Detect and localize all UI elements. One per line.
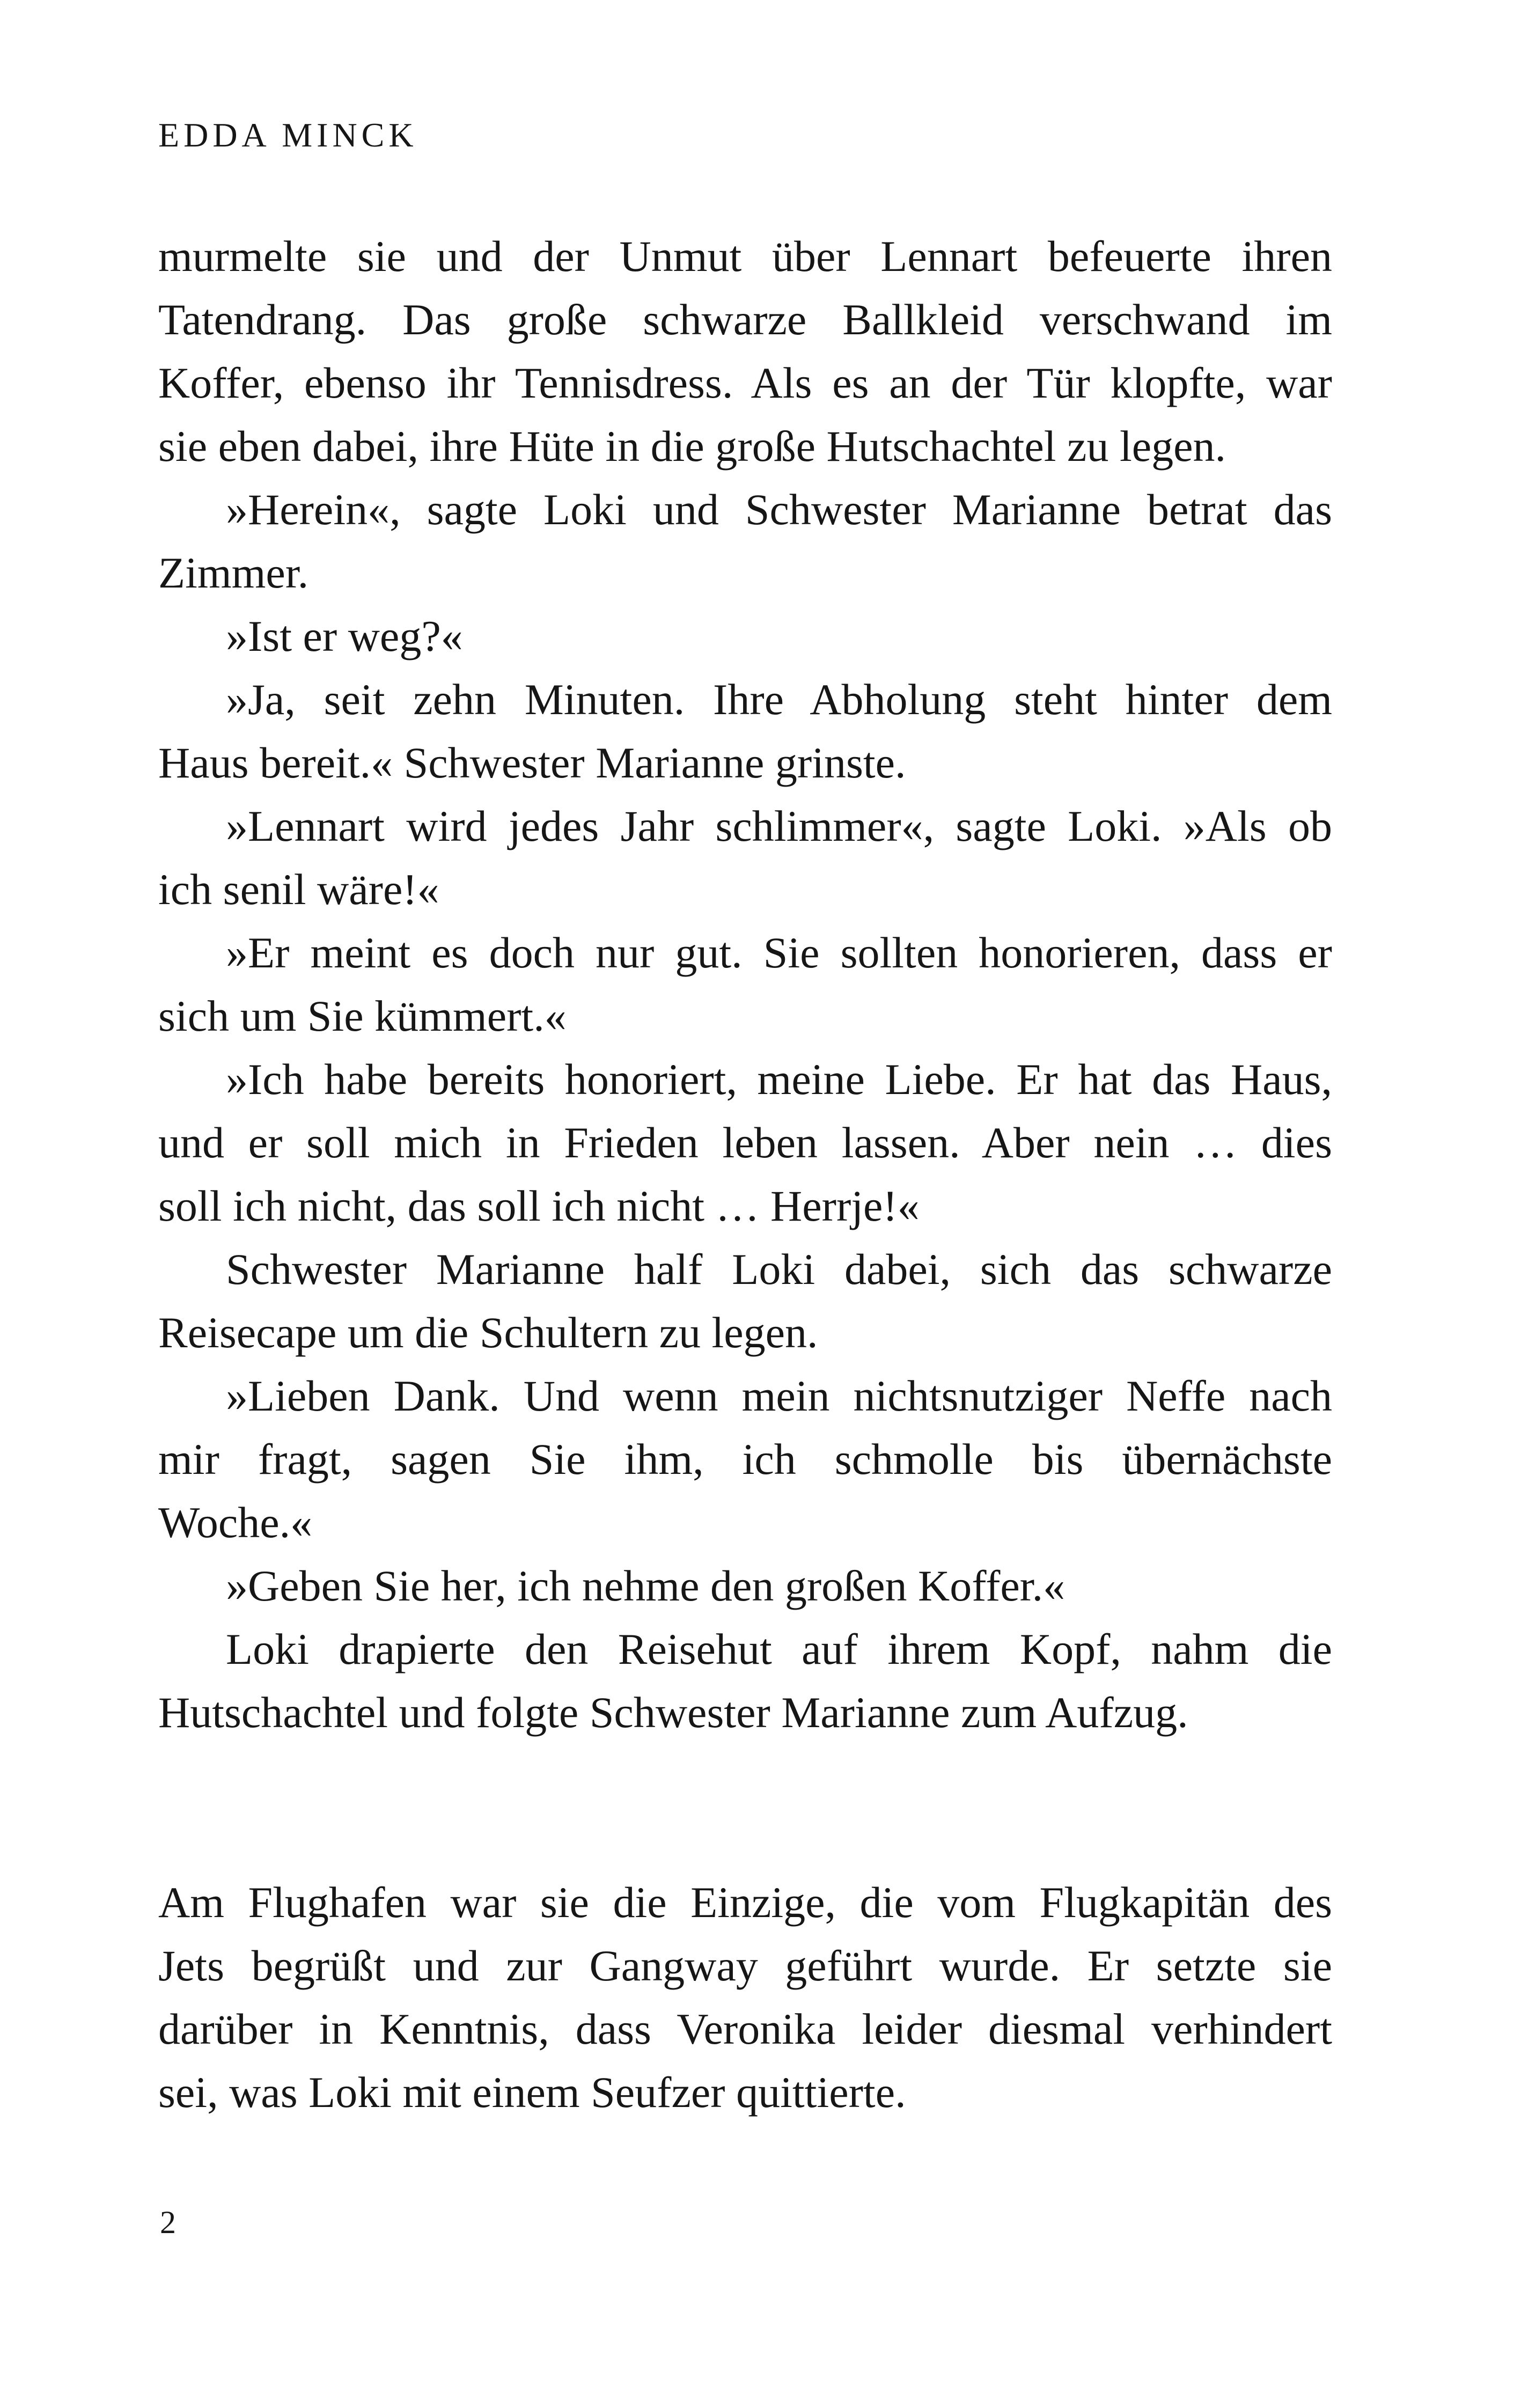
text-line: »Lieben Dank. Und wenn mein nichtsnutziger Neffe nach: [226, 1371, 1332, 1420]
paragraph: [158, 478, 1332, 605]
text-line: Jets begrüßt und zur Gangway geführt wurde. Er setzte sie: [158, 1941, 1332, 1990]
text-line: »Er meint es doch nur gut. Sie sollten honorieren, dass er: [226, 928, 1332, 977]
text-line: Reisecape um die Schultern zu legen.: [158, 1308, 818, 1357]
paragraph: [158, 1238, 1332, 1364]
text-line: Tatendrang. Das große schwarze Ballkleid verschwand im: [158, 295, 1332, 344]
paragraph: [158, 795, 1332, 921]
running-header: EDDA MINCK: [158, 116, 418, 154]
section-scene-2: [158, 1871, 1332, 2124]
text-line: Hutschachtel und folgte Schwester Marianne zum Aufzug.: [158, 1688, 1188, 1737]
text-block: [158, 225, 1332, 2124]
paragraph: [158, 225, 1332, 478]
text-line: murmelte sie und der Unmut über Lennart befeuerte ihren: [158, 232, 1332, 281]
paragraph: [158, 668, 1332, 795]
text-line: und er soll mich in Frieden leben lassen. Aber nein … dies: [158, 1118, 1332, 1167]
text-line: sie eben dabei, ihre Hüte in die große Hutschachtel zu legen.: [158, 422, 1226, 471]
text-line: Haus bereit.« Schwester Marianne grinste.: [158, 738, 906, 787]
text-line: »Lennart wird jedes Jahr schlimmer«, sagte Loki. »Als ob: [226, 802, 1332, 850]
text-line: »Geben Sie her, ich nehme den großen Koffer.«: [226, 1561, 1066, 1610]
paragraph: [158, 1554, 1332, 1618]
text-line: Loki drapierte den Reisehut auf ihrem Kopf, nahm die: [226, 1625, 1332, 1673]
text-line: »Ja, seit zehn Minuten. Ihre Abholung steht hinter dem: [226, 675, 1332, 724]
paragraph: [158, 1048, 1332, 1238]
text-line: Schwester Marianne half Loki dabei, sich das schwarze: [226, 1245, 1332, 1294]
paragraph: [158, 921, 1332, 1048]
text-line: Zimmer.: [158, 548, 309, 597]
text-line: soll ich nicht, das soll ich nicht … Herrje!«: [158, 1181, 920, 1230]
paragraph: [158, 1871, 1332, 2124]
page-number: 2: [160, 2205, 176, 2240]
text-line: sich um Sie kümmert.«: [158, 992, 567, 1040]
text-line: »Ist er weg?«: [226, 612, 463, 660]
section-scene-1: [158, 225, 1332, 1744]
paragraph: [158, 1364, 1332, 1554]
text-line: »Ich habe bereits honoriert, meine Liebe. Er hat das Haus,: [226, 1055, 1332, 1104]
text-line: Am Flughafen war sie die Einzige, die vom Flugkapitän des: [158, 1878, 1332, 1927]
text-line: »Herein«, sagte Loki und Schwester Marianne betrat das: [226, 485, 1332, 534]
paragraph: [158, 605, 1332, 668]
text-line: ich senil wäre!«: [158, 865, 439, 914]
paragraph: [158, 1618, 1332, 1744]
text-line: mir fragt, sagen Sie ihm, ich schmolle bis übernächste: [158, 1435, 1332, 1484]
text-line: Woche.«: [158, 1498, 313, 1547]
text-line: Koffer, ebenso ihr Tennisdress. Als es an der Tür klopfte, war: [158, 358, 1332, 407]
text-line: sei, was Loki mit einem Seufzer quittierte.: [158, 2068, 906, 2117]
text-line: darüber in Kenntnis, dass Veronika leider diesmal verhindert: [158, 2005, 1332, 2053]
